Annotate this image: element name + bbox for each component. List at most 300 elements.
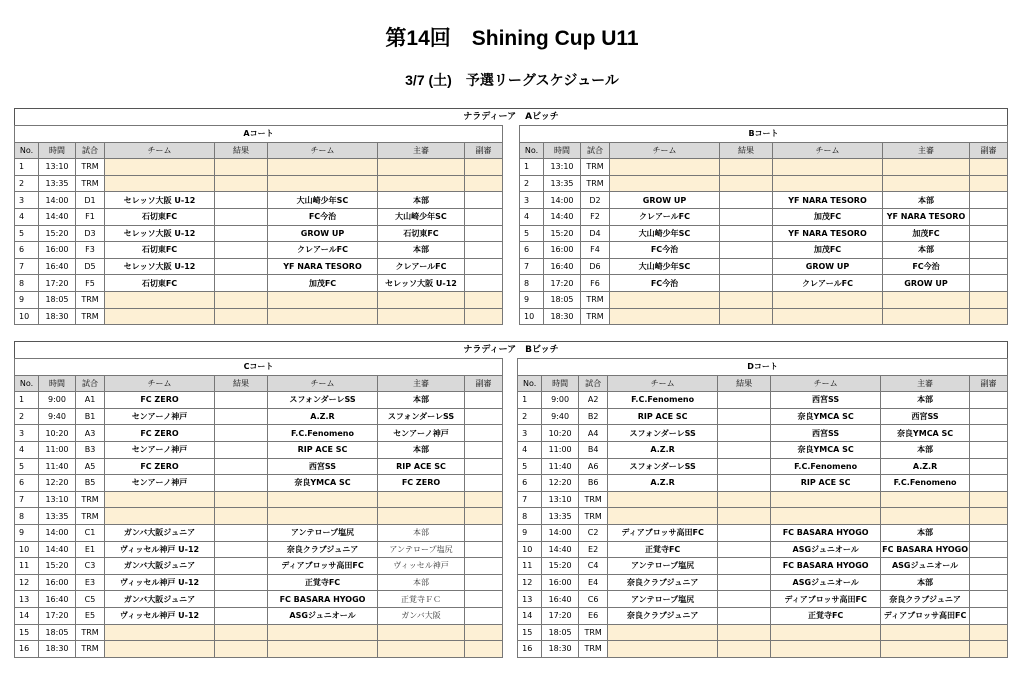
row-no: 5 xyxy=(15,225,39,242)
row-game: TRM xyxy=(579,624,608,641)
row-no: 12 xyxy=(518,574,542,591)
table-row xyxy=(518,641,1008,658)
row-assistant xyxy=(465,524,503,541)
row-team-2: 加茂FC xyxy=(268,275,378,292)
row-game: E1 xyxy=(76,541,105,558)
header-team-1: チーム xyxy=(105,142,215,159)
row-result xyxy=(215,258,268,275)
row-time: 13:10 xyxy=(544,159,581,176)
row-game: E5 xyxy=(76,607,105,624)
row-game: F5 xyxy=(76,275,105,292)
header-team-1: チーム xyxy=(608,375,718,392)
row-assistant xyxy=(465,541,503,558)
header-result: 結果 xyxy=(718,375,771,392)
row-no: 3 xyxy=(518,425,542,442)
row-no: 6 xyxy=(15,242,39,259)
schedule-table xyxy=(519,125,1008,325)
row-assistant xyxy=(970,458,1008,475)
row-time: 16:40 xyxy=(39,591,76,608)
row-team-2: RIP ACE SC xyxy=(268,441,378,458)
row-result xyxy=(215,508,268,525)
row-team-1 xyxy=(105,175,215,192)
row-team-2: 奈良YMCA SC xyxy=(771,408,881,425)
row-referee: FC今治 xyxy=(883,258,970,275)
row-team-2 xyxy=(771,491,881,508)
court-name-row xyxy=(520,126,1008,143)
row-team-2: ディアブロッサ高田FC xyxy=(771,591,881,608)
row-referee: 西宮SS xyxy=(881,408,970,425)
table-row xyxy=(520,258,1008,275)
row-team-2: クレアールFC xyxy=(268,242,378,259)
row-team-2: 奈良クラブジュニア xyxy=(268,541,378,558)
row-referee: FC ZERO xyxy=(378,475,465,492)
header-referee: 主審 xyxy=(883,142,970,159)
row-assistant xyxy=(465,624,503,641)
row-game: TRM xyxy=(76,308,105,325)
row-no: 7 xyxy=(520,258,544,275)
row-no: 15 xyxy=(15,624,39,641)
row-game: B5 xyxy=(76,475,105,492)
row-no: 11 xyxy=(518,558,542,575)
row-result xyxy=(720,192,773,209)
row-no: 4 xyxy=(518,441,542,458)
row-team-2 xyxy=(268,508,378,525)
row-team-1: ガンバ大阪ジュニア xyxy=(105,524,215,541)
row-team-1: F.C.Fenomeno xyxy=(608,392,718,409)
row-referee: 本部 xyxy=(378,392,465,409)
row-referee: 本部 xyxy=(378,524,465,541)
row-assistant xyxy=(970,425,1008,442)
row-game: A2 xyxy=(579,392,608,409)
table-row xyxy=(15,159,503,176)
row-no: 1 xyxy=(520,159,544,176)
row-team-2: 加茂FC xyxy=(773,208,883,225)
row-no: 5 xyxy=(520,225,544,242)
row-referee: YF NARA TESORO xyxy=(883,208,970,225)
row-result xyxy=(215,392,268,409)
row-referee: 本部 xyxy=(883,242,970,259)
row-no: 10 xyxy=(15,308,39,325)
row-result xyxy=(720,308,773,325)
row-game: TRM xyxy=(76,175,105,192)
row-game: B1 xyxy=(76,408,105,425)
row-no: 5 xyxy=(518,458,542,475)
row-referee: スフォンダーレSS xyxy=(378,408,465,425)
row-no: 8 xyxy=(518,508,542,525)
row-referee xyxy=(378,491,465,508)
row-referee xyxy=(378,175,465,192)
row-team-1: センアーノ神戸 xyxy=(105,441,215,458)
row-assistant xyxy=(465,574,503,591)
row-assistant xyxy=(970,508,1008,525)
row-team-1: 奈良クラブジュニア xyxy=(608,607,718,624)
row-assistant xyxy=(970,641,1008,658)
row-referee xyxy=(378,641,465,658)
schedule-table xyxy=(14,125,503,325)
row-result xyxy=(718,508,771,525)
row-assistant xyxy=(970,574,1008,591)
row-team-2: 西宮SS xyxy=(771,425,881,442)
table-row xyxy=(520,159,1008,176)
row-time: 14:00 xyxy=(542,524,579,541)
row-no: 6 xyxy=(15,475,39,492)
row-referee: ヴィッセル神戸 xyxy=(378,558,465,575)
row-team-1: 正覚寺FC xyxy=(608,541,718,558)
row-result xyxy=(215,475,268,492)
row-team-1 xyxy=(105,308,215,325)
table-row xyxy=(518,408,1008,425)
table-row xyxy=(15,524,503,541)
row-result xyxy=(718,607,771,624)
row-no: 14 xyxy=(15,607,39,624)
row-assistant xyxy=(970,408,1008,425)
row-assistant xyxy=(465,275,503,292)
row-referee: 本部 xyxy=(881,524,970,541)
row-team-1: 大山崎少年SC xyxy=(610,258,720,275)
row-assistant xyxy=(970,258,1008,275)
row-referee: GROW UP xyxy=(883,275,970,292)
table-row xyxy=(15,574,503,591)
table-row xyxy=(518,491,1008,508)
row-assistant xyxy=(970,175,1008,192)
row-team-2: YF NARA TESORO xyxy=(773,225,883,242)
row-time: 12:20 xyxy=(39,475,76,492)
header-assistant: 副審 xyxy=(970,142,1008,159)
row-no: 10 xyxy=(15,541,39,558)
row-referee: 加茂FC xyxy=(883,225,970,242)
row-team-1: 石切東FC xyxy=(105,275,215,292)
row-time: 14:40 xyxy=(542,541,579,558)
row-time: 14:00 xyxy=(39,192,76,209)
row-team-2: 大山崎少年SC xyxy=(268,192,378,209)
row-referee: アンテロープ塩尻 xyxy=(378,541,465,558)
row-team-2: GROW UP xyxy=(773,258,883,275)
row-time: 17:20 xyxy=(39,275,76,292)
row-game: TRM xyxy=(76,624,105,641)
court-name-row xyxy=(518,359,1008,376)
row-team-1: クレアールFC xyxy=(610,208,720,225)
table-row xyxy=(15,192,503,209)
row-referee xyxy=(378,291,465,308)
row-team-1: センアーノ神戸 xyxy=(105,408,215,425)
table-row xyxy=(15,441,503,458)
header-referee: 主審 xyxy=(378,375,465,392)
row-referee: FC BASARA HYOGO xyxy=(881,541,970,558)
row-referee: RIP ACE SC xyxy=(378,458,465,475)
table-row xyxy=(518,591,1008,608)
row-assistant xyxy=(970,624,1008,641)
header-time: 時間 xyxy=(39,375,76,392)
row-result xyxy=(720,175,773,192)
row-time: 9:40 xyxy=(39,408,76,425)
row-result xyxy=(718,591,771,608)
row-team-2 xyxy=(268,641,378,658)
row-team-1 xyxy=(105,291,215,308)
row-referee xyxy=(378,624,465,641)
row-referee: 本部 xyxy=(881,441,970,458)
header-team-2: チーム xyxy=(771,375,881,392)
row-game: TRM xyxy=(76,508,105,525)
row-time: 18:05 xyxy=(542,624,579,641)
row-result xyxy=(215,308,268,325)
row-time: 13:35 xyxy=(39,508,76,525)
table-row xyxy=(15,242,503,259)
row-assistant xyxy=(465,591,503,608)
row-result xyxy=(215,408,268,425)
header-team-2: チーム xyxy=(268,375,378,392)
row-no: 15 xyxy=(518,624,542,641)
row-team-2: アンテロープ塩尻 xyxy=(268,524,378,541)
court-name-row xyxy=(15,126,503,143)
row-team-2: ASGジュニオール xyxy=(771,541,881,558)
row-team-2 xyxy=(773,175,883,192)
row-team-1 xyxy=(608,624,718,641)
row-team-1: A.Z.R xyxy=(608,441,718,458)
row-time: 18:05 xyxy=(39,624,76,641)
row-result xyxy=(720,225,773,242)
row-assistant xyxy=(970,524,1008,541)
row-no: 3 xyxy=(15,192,39,209)
row-result xyxy=(718,558,771,575)
court-a-table-wrap xyxy=(14,125,503,325)
row-result xyxy=(215,425,268,442)
row-time: 13:35 xyxy=(542,508,579,525)
row-assistant xyxy=(970,392,1008,409)
row-result xyxy=(215,491,268,508)
row-result xyxy=(720,258,773,275)
row-team-1: センアーノ神戸 xyxy=(105,475,215,492)
row-no: 3 xyxy=(520,192,544,209)
row-team-2 xyxy=(771,508,881,525)
row-no: 14 xyxy=(518,607,542,624)
row-no: 6 xyxy=(518,475,542,492)
row-assistant xyxy=(465,308,503,325)
row-result xyxy=(215,541,268,558)
row-referee xyxy=(378,308,465,325)
row-referee: クレアールFC xyxy=(378,258,465,275)
row-no: 4 xyxy=(15,208,39,225)
row-game: F4 xyxy=(581,242,610,259)
row-team-2 xyxy=(268,491,378,508)
header-time: 時間 xyxy=(39,142,76,159)
row-time: 18:30 xyxy=(544,308,581,325)
row-team-2: 奈良YMCA SC xyxy=(771,441,881,458)
row-no: 9 xyxy=(520,291,544,308)
court-d-table-wrap xyxy=(517,358,1008,658)
row-assistant xyxy=(970,558,1008,575)
row-game: A3 xyxy=(76,425,105,442)
table-row xyxy=(520,275,1008,292)
row-referee: 正覚寺ＦＣ xyxy=(378,591,465,608)
row-no: 8 xyxy=(15,275,39,292)
header-assistant: 副審 xyxy=(465,142,503,159)
row-assistant xyxy=(465,458,503,475)
row-referee: A.Z.R xyxy=(881,458,970,475)
row-team-2 xyxy=(268,159,378,176)
header-game: 試合 xyxy=(76,142,105,159)
table-row xyxy=(15,541,503,558)
header-assistant: 副審 xyxy=(465,375,503,392)
row-time: 9:00 xyxy=(542,392,579,409)
row-result xyxy=(215,441,268,458)
row-time: 16:00 xyxy=(544,242,581,259)
table-row xyxy=(15,491,503,508)
row-assistant xyxy=(970,475,1008,492)
row-no: 9 xyxy=(15,291,39,308)
column-header-row xyxy=(15,142,503,159)
row-team-1 xyxy=(608,641,718,658)
row-time: 16:40 xyxy=(544,258,581,275)
schedule-table xyxy=(517,358,1008,658)
row-game: TRM xyxy=(76,491,105,508)
row-time: 16:00 xyxy=(39,574,76,591)
row-time: 12:20 xyxy=(542,475,579,492)
row-game: TRM xyxy=(579,641,608,658)
page-title: 第14回 Shining Cup U11 xyxy=(385,27,639,50)
row-no: 6 xyxy=(520,242,544,259)
row-team-2: F.C.Fenomeno xyxy=(771,458,881,475)
row-referee: ディアブロッサ高田FC xyxy=(881,607,970,624)
table-row xyxy=(518,524,1008,541)
row-assistant xyxy=(465,175,503,192)
row-referee: 大山崎少年SC xyxy=(378,208,465,225)
row-result xyxy=(215,208,268,225)
row-game: D4 xyxy=(581,225,610,242)
row-no: 11 xyxy=(15,558,39,575)
row-team-2: クレアールFC xyxy=(773,275,883,292)
row-no: 10 xyxy=(518,541,542,558)
row-time: 18:30 xyxy=(39,308,76,325)
row-no: 16 xyxy=(518,641,542,658)
row-time: 14:00 xyxy=(39,524,76,541)
row-result xyxy=(718,441,771,458)
row-team-1 xyxy=(610,308,720,325)
row-result xyxy=(215,458,268,475)
row-referee: 本部 xyxy=(881,392,970,409)
row-game: C1 xyxy=(76,524,105,541)
row-assistant xyxy=(465,192,503,209)
row-assistant xyxy=(465,508,503,525)
pitch-b-header: ナラディーア Bビッチ xyxy=(14,341,1008,358)
row-team-2 xyxy=(771,641,881,658)
row-team-2 xyxy=(773,159,883,176)
row-game: B6 xyxy=(579,475,608,492)
row-referee xyxy=(378,159,465,176)
row-team-1 xyxy=(610,175,720,192)
row-time: 17:20 xyxy=(544,275,581,292)
court-name: Bコート xyxy=(520,126,1008,143)
table-row xyxy=(518,392,1008,409)
row-team-2 xyxy=(771,624,881,641)
header-no: No. xyxy=(15,375,39,392)
row-assistant xyxy=(970,291,1008,308)
row-team-1: RIP ACE SC xyxy=(608,408,718,425)
table-row xyxy=(15,607,503,624)
row-time: 18:05 xyxy=(544,291,581,308)
row-game: E2 xyxy=(579,541,608,558)
row-team-1: ヴィッセル神戸 U-12 xyxy=(105,607,215,624)
court-name: Aコート xyxy=(15,126,503,143)
row-time: 14:40 xyxy=(39,541,76,558)
row-game: B4 xyxy=(579,441,608,458)
table-row xyxy=(15,208,503,225)
row-assistant xyxy=(465,475,503,492)
row-referee: ガンバ大阪 xyxy=(378,607,465,624)
row-assistant xyxy=(465,641,503,658)
row-team-2: A.Z.R xyxy=(268,408,378,425)
row-no: 12 xyxy=(15,574,39,591)
row-game: D6 xyxy=(581,258,610,275)
row-team-1 xyxy=(608,508,718,525)
row-referee: F.C.Fenomeno xyxy=(881,475,970,492)
row-team-2: YF NARA TESORO xyxy=(773,192,883,209)
row-game: A6 xyxy=(579,458,608,475)
table-row xyxy=(520,242,1008,259)
row-team-2: FC BASARA HYOGO xyxy=(771,524,881,541)
row-assistant xyxy=(465,491,503,508)
row-result xyxy=(718,624,771,641)
pitch-b-courts xyxy=(14,358,1008,658)
column-header-row xyxy=(518,375,1008,392)
row-no: 9 xyxy=(518,524,542,541)
header-game: 試合 xyxy=(76,375,105,392)
row-no: 1 xyxy=(15,392,39,409)
row-result xyxy=(718,458,771,475)
table-row xyxy=(15,641,503,658)
row-result xyxy=(718,408,771,425)
row-assistant xyxy=(970,591,1008,608)
header-assistant: 副審 xyxy=(970,375,1008,392)
header-result: 結果 xyxy=(720,142,773,159)
row-team-2 xyxy=(773,308,883,325)
row-assistant xyxy=(465,291,503,308)
row-result xyxy=(718,425,771,442)
row-referee: 本部 xyxy=(378,574,465,591)
table-row xyxy=(15,508,503,525)
row-team-1: FC ZERO xyxy=(105,392,215,409)
header-time: 時間 xyxy=(544,142,581,159)
row-no: 2 xyxy=(15,175,39,192)
header-result: 結果 xyxy=(215,142,268,159)
table-row xyxy=(518,541,1008,558)
row-team-1: 石切東FC xyxy=(105,208,215,225)
row-no: 7 xyxy=(518,491,542,508)
row-time: 16:40 xyxy=(542,591,579,608)
row-time: 18:30 xyxy=(39,641,76,658)
row-game: B3 xyxy=(76,441,105,458)
row-time: 15:20 xyxy=(544,225,581,242)
header-no: No. xyxy=(15,142,39,159)
row-game: E3 xyxy=(76,574,105,591)
row-time: 15:20 xyxy=(542,558,579,575)
row-time: 16:00 xyxy=(542,574,579,591)
row-assistant xyxy=(970,242,1008,259)
row-team-1 xyxy=(105,159,215,176)
table-row xyxy=(15,225,503,242)
row-team-2 xyxy=(268,308,378,325)
row-time: 13:10 xyxy=(542,491,579,508)
table-row xyxy=(15,275,503,292)
row-team-1: セレッソ大阪 U-12 xyxy=(105,192,215,209)
row-result xyxy=(720,291,773,308)
row-result xyxy=(718,574,771,591)
row-result xyxy=(720,242,773,259)
row-team-1 xyxy=(610,159,720,176)
row-game: E4 xyxy=(579,574,608,591)
row-referee xyxy=(881,491,970,508)
header-referee: 主審 xyxy=(378,142,465,159)
row-game: TRM xyxy=(581,159,610,176)
